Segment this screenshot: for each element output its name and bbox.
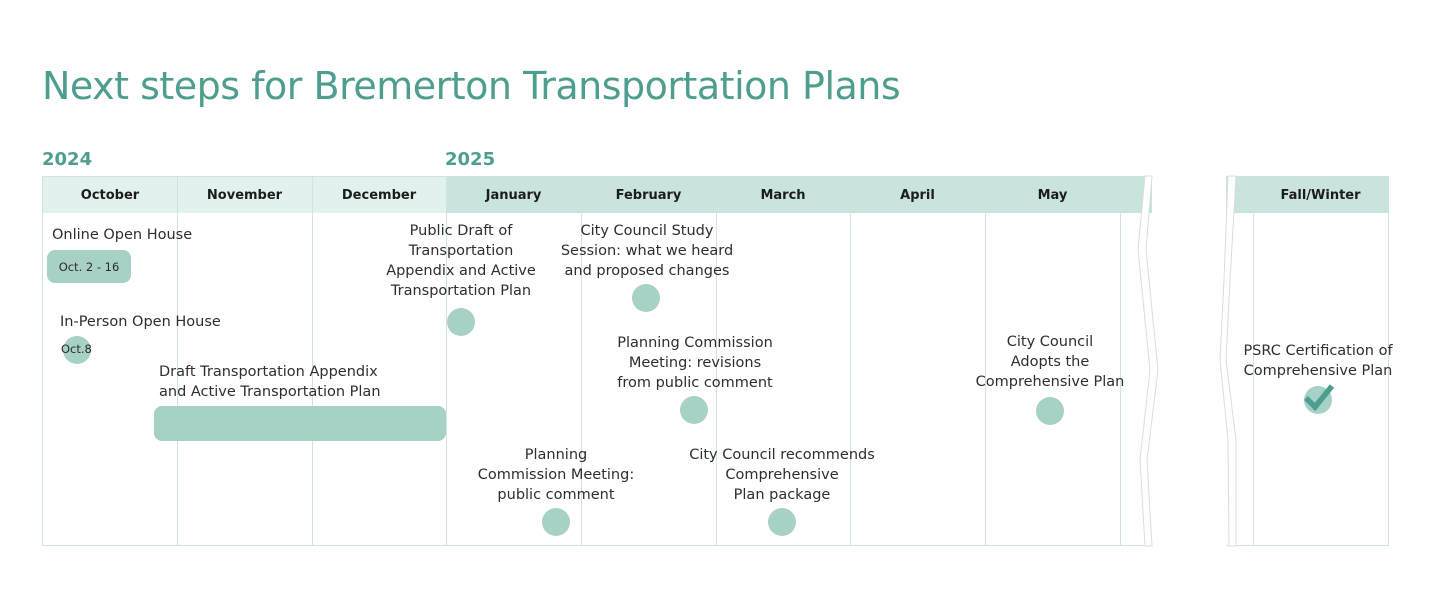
month-header-december: December bbox=[312, 177, 446, 213]
month-header-november: November bbox=[177, 177, 312, 213]
event-council-recommends-marker bbox=[768, 508, 796, 536]
event-council-recommends-label bbox=[682, 445, 882, 505]
event-pc-revisions-marker bbox=[680, 396, 708, 424]
event-online-open-house-label: Online Open House bbox=[52, 227, 193, 243]
event-council-study-marker bbox=[632, 284, 660, 312]
label-line: City Council bbox=[1006, 334, 1094, 350]
month-header-april: April bbox=[850, 177, 985, 213]
month-header-march: March bbox=[716, 177, 850, 213]
event-pc-revisions-label bbox=[605, 333, 785, 393]
event-online-open-house-date: Oct. 2 - 16 bbox=[58, 259, 120, 274]
label-line: Comprehensive Plan bbox=[975, 374, 1125, 390]
event-in-person-open-house-label: In-Person Open House bbox=[60, 314, 221, 330]
label-line: Planning bbox=[524, 447, 588, 463]
event-council-adopts-marker bbox=[1036, 397, 1064, 425]
label-line: and proposed changes bbox=[564, 263, 730, 279]
month-header-fall-winter: Fall/Winter bbox=[1253, 177, 1388, 213]
label-line: Transportation bbox=[408, 243, 514, 259]
event-pc-public-comment-marker bbox=[542, 508, 570, 536]
event-psrc-label bbox=[1228, 341, 1408, 381]
label-line: Appendix and Active bbox=[386, 263, 536, 279]
event-draft-plan-bar bbox=[154, 406, 446, 441]
label-line: Comprehensive bbox=[725, 467, 839, 483]
label-line: Draft Transportation Appendix bbox=[159, 364, 378, 380]
label-line: Meeting: revisions bbox=[628, 355, 762, 371]
label-line: Comprehensive Plan bbox=[1243, 363, 1393, 379]
month-header-stub bbox=[1120, 177, 1152, 213]
month-header-february: February bbox=[581, 177, 716, 213]
label-line: Commission Meeting: bbox=[477, 467, 635, 483]
label-line: Session: what we heard bbox=[560, 243, 734, 259]
label-line: Planning Commission bbox=[617, 335, 773, 351]
event-in-person-open-house-date: Oct.8 bbox=[61, 342, 92, 356]
event-draft-plan-label bbox=[159, 362, 381, 402]
event-council-adopts-label bbox=[960, 332, 1140, 392]
checkmark-icon bbox=[1300, 380, 1340, 416]
month-header-may: May bbox=[985, 177, 1120, 213]
month-header-january: January bbox=[446, 177, 581, 213]
label-line: Transportation Plan bbox=[390, 283, 532, 299]
label-line: City Council Study bbox=[580, 223, 714, 239]
label-line: City Council recommends bbox=[689, 447, 875, 463]
label-line: Public Draft of bbox=[409, 223, 513, 239]
label-line: Adopts the bbox=[1010, 354, 1090, 370]
year-label-2024: 2024 bbox=[42, 149, 93, 170]
page-title: Next steps for Bremerton Transportation Plans bbox=[42, 64, 901, 108]
event-council-study-label bbox=[557, 221, 737, 281]
label-line: from public comment bbox=[617, 375, 773, 391]
event-public-draft-marker bbox=[447, 308, 475, 336]
label-line: public comment bbox=[497, 487, 615, 503]
event-pc-public-comment-label bbox=[466, 445, 646, 505]
month-header-stub-right bbox=[1226, 177, 1253, 213]
event-public-draft-label bbox=[371, 221, 551, 301]
year-label-2025: 2025 bbox=[445, 149, 496, 170]
label-line: and Active Transportation Plan bbox=[159, 384, 381, 400]
event-online-open-house-range bbox=[47, 250, 131, 283]
label-line: Plan package bbox=[733, 487, 831, 503]
gridline bbox=[312, 177, 313, 545]
month-header-october: October bbox=[43, 177, 177, 213]
label-line: PSRC Certification of bbox=[1243, 343, 1393, 359]
